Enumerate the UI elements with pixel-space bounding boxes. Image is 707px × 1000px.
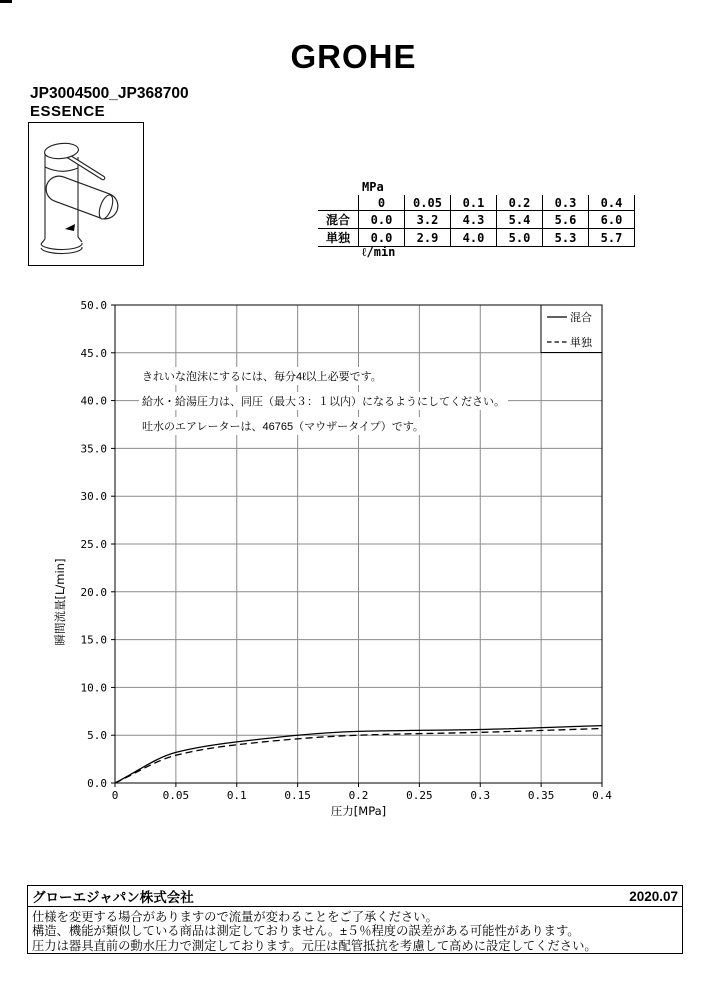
footer-note: 構造、機能が類似している商品は測定しておりません。±５％程度の誤差がある可能性があります。 <box>32 924 580 939</box>
y-tick-label: 50.0 <box>80 299 107 312</box>
chart-annotation-1: きれいな泡沫にするには、毎分4ℓ以上必要です。 <box>139 367 385 385</box>
product-code: JP3004500_JP368700 <box>30 85 189 102</box>
x-axis-title: 圧力[MPa] <box>330 804 387 818</box>
header-cell: 0.3 <box>543 195 589 211</box>
value-cell: 5.4 <box>497 211 543 229</box>
company-name: グローエジャパン株式会社 <box>32 890 194 905</box>
value-cell: 0.0 <box>359 211 405 229</box>
product-name: ESSENCE <box>30 103 106 120</box>
footer-header <box>28 886 682 907</box>
value-cell: 5.3 <box>543 229 589 247</box>
value-cell: 3.2 <box>405 211 451 229</box>
y-tick-label: 35.0 <box>80 442 107 456</box>
y-tick-label: 5.0 <box>87 729 107 743</box>
y-tick-label: 10.0 <box>80 681 107 695</box>
y-tick-label: 30.0 <box>80 490 107 504</box>
footer-note: 圧力は器具直前の動水圧力で測定しております。元圧は配管抵抗を考慮して高めに設定してください。 <box>32 938 597 953</box>
header-cell: 0 <box>359 195 405 211</box>
y-tick-label: 25.0 <box>80 538 107 551</box>
y-tick-label: 0.0 <box>87 777 107 790</box>
footer-box <box>27 885 683 954</box>
x-tick-label: 0.15 <box>284 789 311 802</box>
x-tick-label: 0.05 <box>162 789 190 802</box>
value-cell: 2.9 <box>405 229 451 247</box>
header-cell: 0.2 <box>497 195 543 211</box>
header-cell: 0.1 <box>451 195 497 211</box>
document-date: 2020.07 <box>629 888 678 904</box>
value-cell: 6.0 <box>589 211 635 229</box>
x-tick-label: 0.1 <box>226 789 247 802</box>
chart-annotation-2: 給水・給湯圧力は、同圧（最大３：１以内）になるようにしてください。 <box>139 392 508 410</box>
value-cell: 5.6 <box>543 211 589 229</box>
footer-note: 仕様を変更する場合がありますので流量が変わることをご了承ください。 <box>32 910 438 924</box>
y-tick-label: 15.0 <box>80 633 107 647</box>
y-tick-label: 20.0 <box>80 585 107 599</box>
x-tick-label: 0.35 <box>527 789 555 802</box>
x-tick-label: 0.4 <box>592 789 612 802</box>
chart-annotation-3: 吐水のエアレーターは、46765（マウザータイプ）です。 <box>139 417 427 435</box>
header-cell: 0.05 <box>405 195 451 211</box>
value-cell: 0.0 <box>359 229 405 247</box>
footer-notes <box>28 907 682 953</box>
x-tick-label: 0 <box>111 789 119 802</box>
y-tick-label: 40.0 <box>80 394 107 408</box>
value-cell: 4.3 <box>451 211 497 229</box>
value-cell: 5.0 <box>497 229 543 247</box>
value-cell: 5.7 <box>589 229 635 247</box>
y-tick-label: 45.0 <box>80 346 107 360</box>
legend-label: 混合 <box>570 311 592 324</box>
page-title: GROHE <box>290 38 417 75</box>
value-cell: 4.0 <box>451 229 497 247</box>
table-unit-lmin: ℓ/min <box>362 245 396 259</box>
x-tick-label: 0.2 <box>348 789 369 802</box>
y-axis-title: 瞬間流量[L/min] <box>53 558 67 646</box>
row-label: 単独 <box>318 229 359 247</box>
x-tick-label: 0.25 <box>406 789 433 802</box>
x-tick-label: 0.3 <box>470 789 491 802</box>
header-cell: 0.4 <box>589 195 635 211</box>
table-unit-mpa: MPa <box>362 180 384 194</box>
legend-label: 単独 <box>570 336 592 349</box>
row-label: 混合 <box>318 211 359 229</box>
